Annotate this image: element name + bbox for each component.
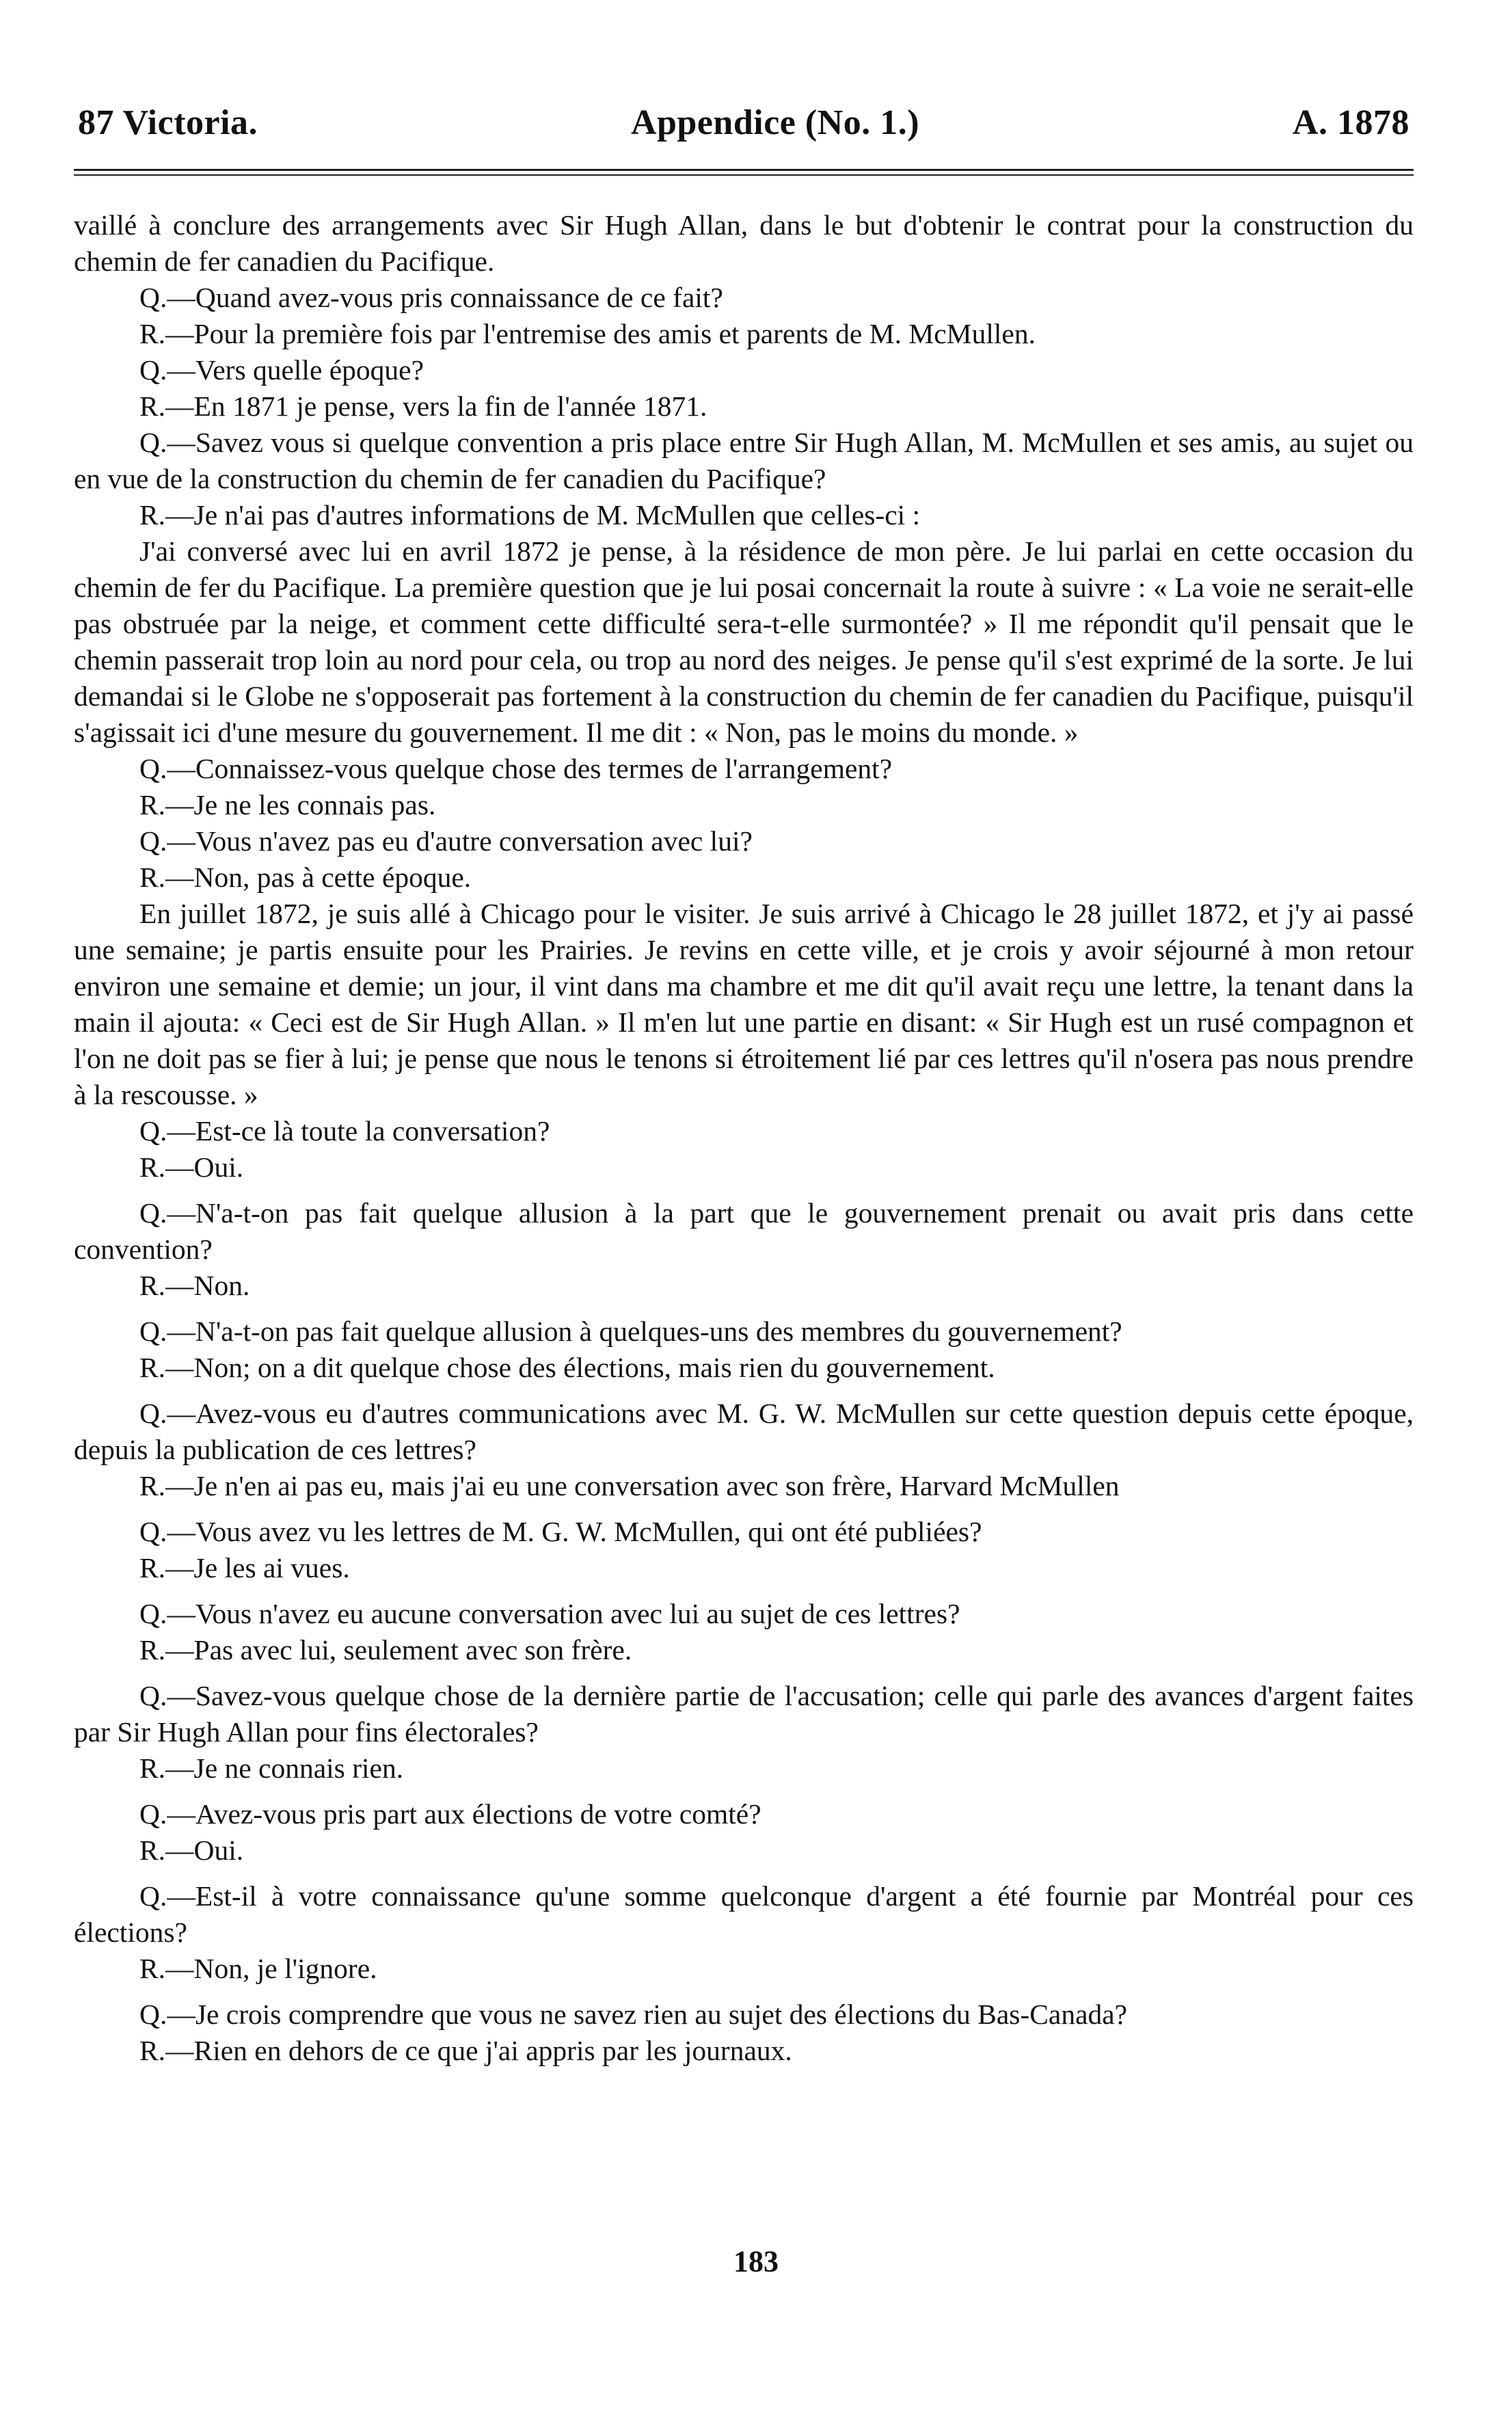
paragraph: vaillé à conclure des arrangements avec Sir Hugh Allan, dans le but d'obtenir le contrat pour la construction du chemin de fer canadien du Pacifique. — [74, 209, 1414, 277]
running-header — [74, 103, 1414, 143]
paragraph: R.—Je n'ai pas d'autres informations de M. McMullen que celles-ci : — [139, 499, 921, 531]
paragraph: R.—Non, pas à cette époque. — [139, 861, 472, 893]
header-year: A. 1878 — [1292, 103, 1409, 142]
paragraph: Q.—Est-ce là toute la conversation? — [139, 1115, 550, 1147]
paragraph: Q.—Vous n'avez eu aucune conversation avec lui au sujet de ces lettres? — [139, 1598, 960, 1629]
paragraph: Q.—Vous avez vu les lettres de M. G. W. McMullen, qui ont été publiées? — [139, 1516, 982, 1547]
paragraph: Q.—Savez-vous quelque chose de la dernière partie de l'accusation; celle qui parle des avances d'argent faites par Sir Hugh Allan pour fins électorales? — [74, 1680, 1414, 1748]
paragraph: Q.—Savez vous si quelque convention a pris place entre Sir Hugh Allan, M. McMullen et ses amis, au sujet ou en vue de la construction du chemin de fer canadien du Pacifique? — [74, 427, 1414, 494]
paragraph: R.—Je n'en ai pas eu, mais j'ai eu une conversation avec son frère, Harvard McMullen — [139, 1470, 1120, 1501]
page-number: 183 — [733, 2245, 779, 2278]
header-volume: 87 Victoria. — [78, 103, 258, 142]
paragraph: R.—Oui. — [139, 1834, 244, 1866]
paragraph: Q.—N'a-t-on pas fait quelque allusion à la part que le gouvernement prenait ou avait pris dans cette convention? — [74, 1197, 1414, 1265]
paragraph: R.—Je ne connais rien. — [139, 1752, 404, 1784]
paragraph: Q.—Vous n'avez pas eu d'autre conversation avec lui? — [139, 825, 753, 857]
paragraph: R.—Non. — [139, 1270, 250, 1301]
header-rule — [74, 169, 1414, 176]
paragraph: Q.—Avez-vous pris part aux élections de votre comté? — [139, 1798, 761, 1830]
paragraph: Q.—Quand avez-vous pris connaissance de ce fait? — [139, 282, 723, 313]
paragraph: R.—Je les ai vues. — [139, 1552, 350, 1584]
paragraph: R.—Je ne les connais pas. — [139, 789, 436, 820]
paragraph: En juillet 1872, je suis allé à Chicago pour le visiter. Je suis arrivé à Chicago le 28 juillet 1872, et j'y ai passé une semaine; je partis ensuite pour les Prairies. Je revins en cette ville, et je crois y avoir séjourné à mon retour environ une semaine et demie; un jour, il vint dans ma chambre et me dit qu'il avait reçu une lettre, la tenant dans la main il ajouta: « Ceci est de Sir Hugh Allan. » Il m'en lut une partie en disant: « Sir Hugh est un rusé compagnon et l'on ne doit pas se fier à lui; je pense que nous le tenons si étroitement lié par ces lettres qu'il n'osera pas nous prendre à la rescousse. » — [74, 898, 1414, 1110]
paragraph: R.—Non; on a dit quelque chose des élections, mais rien du gouvernement. — [139, 1352, 995, 1383]
paragraph: R.—Pour la première fois par l'entremise des amis et parents de M. McMullen. — [139, 318, 1036, 349]
paragraph: R.—Non, je l'ignore. — [139, 1953, 377, 1984]
paragraph: Q.—N'a-t-on pas fait quelque allusion à quelques-uns des membres du gouvernement? — [139, 1315, 1122, 1347]
paragraph: Q.—Connaissez-vous quelque chose des termes de l'arrangement? — [139, 753, 893, 784]
paragraph: Q.—Je crois comprendre que vous ne savez rien au sujet des élections du Bas-Canada? — [139, 1999, 1128, 2030]
document-page — [74, 103, 1414, 2069]
paragraph: R.—Rien en dehors de ce que j'ai appris par les journaux. — [139, 2035, 792, 2066]
paragraph: Q.—Est-il à votre connaissance qu'une somme quelconque d'argent a été fournie par Montréal pour ces élections? — [74, 1880, 1414, 1948]
paragraph: R.—Oui. — [139, 1151, 244, 1183]
body-text — [74, 207, 1414, 2069]
paragraph: R.—Pas avec lui, seulement avec son frère. — [139, 1634, 632, 1666]
paragraph: Q.—Avez-vous eu d'autres communications avec M. G. W. McMullen sur cette question depuis cette époque, depuis la publication de ces lettres? — [74, 1398, 1414, 1465]
paragraph: J'ai conversé avec lui en avril 1872 je pense, à la résidence de mon père. Je lui parlai en cette occasion du chemin de fer du Pacifique. La première question que je lui posai concernait la route à suivre : « La voie ne serait-elle pas obstruée par la neige, et comment cette difficulté sera-t-elle surmontée? » Il me répondit qu'il pensait que le chemin passerait trop loin au nord pour cela, ou trop au nord des neiges. Je pense qu'il s'est exprimé de la sorte. Je lui demandai si le Globe ne s'opposerait pas fortement à la construction du chemin de fer canadien du Pacifique, puisqu'il s'agissait ici d'une mesure du gouvernement. Il me dit : « Non, pas le moins du monde. » — [74, 535, 1414, 748]
paragraph: Q.—Vers quelle époque? — [139, 354, 424, 386]
header-appendix: Appendice (No. 1.) — [630, 103, 920, 142]
paragraph: R.—En 1871 je pense, vers la fin de l'année 1871. — [139, 390, 707, 422]
